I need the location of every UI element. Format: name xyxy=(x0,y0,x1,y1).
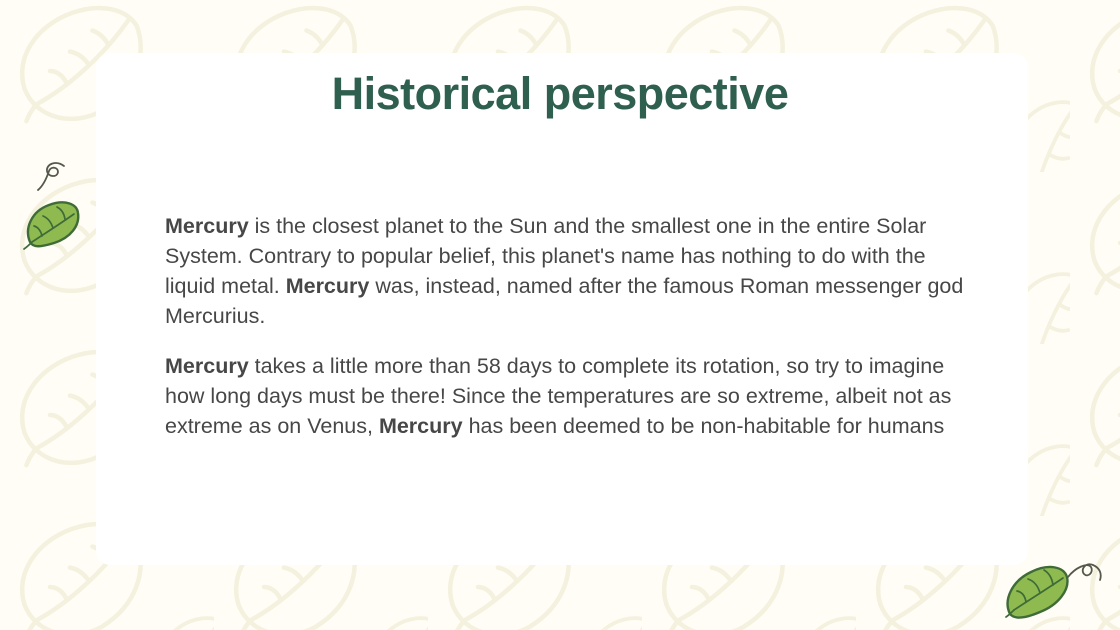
paragraph-1 xyxy=(165,211,973,331)
leaf-icon xyxy=(1006,567,1067,618)
body-text xyxy=(165,211,973,441)
page-title: Historical perspective xyxy=(331,68,789,119)
tendril-icon xyxy=(1068,564,1101,580)
leaf-icon xyxy=(24,202,78,249)
text-segment: Mercury xyxy=(378,414,463,438)
text-segment: has been deemed to be non-habitable for humans xyxy=(462,414,945,438)
text-segment: was, instead, named after the famous Roman messenger god Mercurius. xyxy=(165,274,964,328)
text-segment: takes a little more than 58 days to complete its rotation, so try to imagine how long days must be there! Since the temperatures are so extreme, albeit not as extreme as on Venus, xyxy=(165,354,952,438)
leaf-with-tendril-icon xyxy=(1000,558,1110,626)
text-segment: is the closest planet to the Sun and the smallest one in the entire Solar System. Contrary to popular belief, this planet's name has nothing to do with the liquid metal. xyxy=(165,214,927,298)
text-segment: Mercury xyxy=(165,214,249,238)
text-segment: Mercury xyxy=(285,274,370,298)
paragraph-2 xyxy=(165,351,973,441)
tendril-icon xyxy=(38,163,64,190)
text-segment: Mercury xyxy=(165,354,249,378)
leaf-with-tendril-icon xyxy=(20,160,84,254)
